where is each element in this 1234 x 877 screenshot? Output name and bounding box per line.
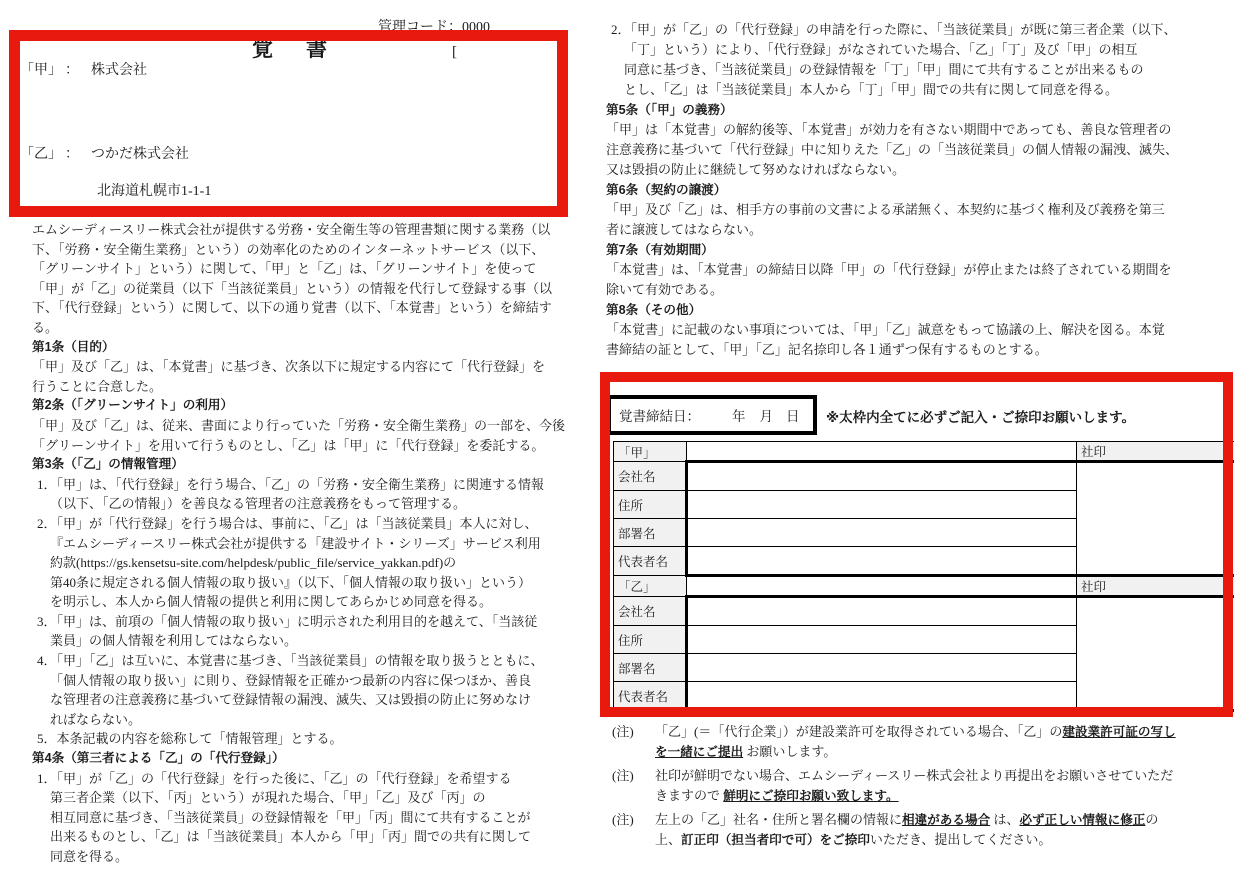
text-line: 同意に基づき、「当該従業員」の登録情報を「丁」「甲」間にて共有することが出来るもの bbox=[624, 62, 1144, 77]
field-label: 部署名 bbox=[614, 654, 687, 682]
footnote-segment: の bbox=[1145, 812, 1159, 827]
text-line: 相互同意に基づき、「当該従業員」の登録情報を「甲」「丙」間にて共有することが bbox=[50, 809, 531, 825]
party-b-label: 「乙」 bbox=[20, 147, 55, 162]
footnote-marker: (注) bbox=[612, 768, 634, 783]
footnote-segment: 鮮明にご捺印お願い致します。 bbox=[723, 789, 899, 803]
text-line: 「甲」が「乙」の従業員（以下「当該従業員」という）の情報を代行して登録する事（以 bbox=[32, 280, 553, 296]
text-line: 「本覚書」は、「本覚書」の締結日以降「甲」の「代行登録」が停止または終了されている期間を bbox=[606, 262, 1172, 277]
text-line: 『エムシーディースリー株式会社が提供する「建設サイト・シリーズ」サービス利用 bbox=[50, 535, 541, 551]
text-line: 業員」の個人情報を利用してはならない。 bbox=[50, 633, 298, 649]
footnote bbox=[612, 810, 1232, 850]
party-name-field bbox=[687, 442, 1077, 462]
article-heading: 第6条（契約の譲渡） bbox=[606, 183, 727, 197]
party-b-address: 北海道札幌市1-1-1 bbox=[97, 184, 212, 199]
party-name-field bbox=[687, 576, 1077, 597]
text-line: を明示し、本人から個人情報の提供と利用に関してあらかじめ同意を得る。 bbox=[50, 594, 493, 610]
party-header-label: 「甲」 bbox=[614, 442, 687, 462]
seal-area-cell bbox=[1077, 462, 1234, 576]
management-code: 管理コード：0000 bbox=[378, 20, 490, 35]
text-line: 下、「労務・安全衛生業務」という）の効率化のためのインターネットサービス（以下、 bbox=[32, 241, 545, 257]
footnote-line bbox=[655, 830, 1158, 850]
field-label: 代表者名 bbox=[614, 547, 687, 576]
footnote-segment: を一緒にご提出 bbox=[655, 745, 744, 759]
field-label: 住所 bbox=[614, 626, 687, 654]
fill-instruction-note: ※太枠内全てに必ずご記入・ご捺印お願いします。 bbox=[826, 410, 1136, 425]
year-unit-label: 年 bbox=[732, 409, 746, 424]
text-line: 行うことに合意した。 bbox=[32, 378, 163, 394]
text-line: 者に譲渡してはならない。 bbox=[606, 222, 763, 237]
left-text-column bbox=[32, 220, 594, 867]
footnote-marker: (注) bbox=[612, 724, 634, 739]
footnote-line bbox=[655, 722, 1176, 742]
footnote-segment: お願いします。 bbox=[743, 744, 837, 759]
article-heading: 第3条（「乙」の情報管理） bbox=[32, 457, 184, 472]
text-line: 出来るものとし、「乙」は「当該従業員」本人から「甲」「丙」間での共有に関して bbox=[50, 829, 532, 845]
article-heading: 第1条（目的） bbox=[32, 339, 115, 354]
right-text-column bbox=[606, 20, 1232, 360]
field-label: 会社名 bbox=[614, 462, 687, 491]
text-line: 「グリーンサイト」という）に関して、「甲」と「乙」は、「グリーンサイト」を使って bbox=[32, 261, 537, 277]
text-line: 「甲」及び「乙」は、相手方の事前の文書による承諾無く、本契約に基づく権利及び義務を第三 bbox=[606, 202, 1165, 217]
text-line: 書締結の証として、「甲」「乙」記名捺印し各１通ずつ保有するものとする。 bbox=[606, 342, 1048, 357]
text-line: 5．本条記載の内容を総称して「情報管理」とする。 bbox=[37, 731, 343, 747]
text-line: 3．「甲」は、前項の「個人情報の取り扱い」に明示された利用目的を越えて、「当該従 bbox=[37, 613, 538, 629]
field-input-cell bbox=[687, 597, 1077, 626]
footnote-line bbox=[655, 742, 1176, 762]
text-line: 「個人情報の取り扱い」に則り、登録情報を正確かつ最新の内容に保つほか、善良 bbox=[50, 672, 532, 688]
party-a-colon: ： bbox=[65, 63, 79, 78]
party-b-row bbox=[20, 143, 189, 163]
article-heading: 第8条（その他） bbox=[606, 303, 702, 317]
agreement-date-label: 覚書締結日： bbox=[619, 409, 700, 424]
footnote-line bbox=[655, 786, 1173, 806]
party-header-label: 「乙」 bbox=[614, 576, 687, 597]
bracket-mark: [ bbox=[452, 44, 457, 60]
text-line: 4．「甲」「乙」は互いに、本覚書に基づき、「当該従業員」の情報を取り扱うとともに、 bbox=[37, 653, 544, 669]
text-line: 「グリーンサイト」を用いて行うものとし、「乙」は「甲」に「代行登録」を委託する。 bbox=[32, 437, 545, 453]
footnote-segment: 上、 bbox=[655, 832, 682, 847]
text-line: 「丁」という）により、「代行登録」がなされていた場合、「乙」「丁」及び「甲」の相互 bbox=[624, 42, 1138, 57]
text-line: 注意義務に基づいて「代行登録」中に知りえた「乙」の「当該従業員」の個人情報の漏洩、滅失、 bbox=[606, 142, 1179, 157]
footnote-segment: 相違がある場合 bbox=[902, 813, 991, 827]
field-input-cell bbox=[687, 547, 1077, 576]
field-input-cell bbox=[687, 626, 1077, 654]
footnotes bbox=[612, 722, 1232, 854]
seal-area-cell bbox=[1077, 597, 1234, 711]
text-line: （以下、「乙の情報」）を善良なる管理者の注意義務をもって管理する。 bbox=[50, 496, 467, 512]
footnote-line bbox=[655, 810, 1158, 830]
footnote-segment: 社印が鮮明でない場合、エムシーディースリー株式会社より再提出をお願いさせていただ bbox=[655, 768, 1174, 783]
field-input-cell bbox=[687, 654, 1077, 682]
text-line: 「甲」は「本覚書」の解約後等、「本覚書」が効力を有さない期間中であっても、善良な管理者の bbox=[606, 122, 1172, 137]
text-line: 同意を得る。 bbox=[50, 849, 129, 864]
footnote bbox=[612, 766, 1232, 806]
text-line: 下、「代行登録」という）に関して、以下の通り覚書（以下、「本覚書」という）を締結す bbox=[32, 300, 552, 316]
field-input-cell bbox=[687, 682, 1077, 711]
month-unit-label: 月 bbox=[759, 409, 773, 424]
party-a-label: 「甲」 bbox=[20, 63, 55, 78]
text-line: 2．「甲」が「代行登録」を行う場合は、事前に、「乙」は「当該従業員」本人に対し、 bbox=[37, 515, 538, 531]
text-line: 第40条に規定される個人情報の取り扱い』（以下、「個人情報の取り扱い」という） bbox=[50, 574, 532, 590]
field-input-cell bbox=[687, 462, 1077, 491]
footnote-marker: (注) bbox=[612, 812, 634, 827]
party-b-colon: ： bbox=[65, 147, 79, 162]
text-line: とし、「乙」は「当該従業員」本人から「丁」「甲」間での共有に関して同意を得る。 bbox=[624, 82, 1119, 97]
text-line: 「本覚書」に記載のない事項については、「甲」「乙」誠意をもって協議の上、解決を図る。本覚 bbox=[606, 322, 1165, 337]
article-heading: 第5条（「甲」の義務） bbox=[606, 103, 733, 117]
seal-label: 社印 bbox=[1077, 576, 1234, 597]
field-label: 代表者名 bbox=[614, 682, 687, 711]
article-heading: 第2条（「グリーンサイト」の利用） bbox=[32, 398, 234, 413]
footnote-segment: 「乙」(＝「代行企業」）が建設業許可を取得されている場合、「乙」の bbox=[655, 724, 1063, 739]
footnote-segment: きますので bbox=[655, 788, 724, 803]
article-heading: 第4条（第三者による「乙」の「代行登録」） bbox=[32, 751, 285, 766]
field-label: 住所 bbox=[614, 491, 687, 519]
footnote-body bbox=[655, 722, 1176, 762]
text-line: 除いて有効である。 bbox=[606, 282, 724, 297]
agreement-date-box bbox=[607, 395, 817, 435]
footnote-line bbox=[655, 766, 1173, 786]
text-line: な管理者の注意義務に基づいて登録情報の漏洩、滅失、又は毀損の防止に努めなけ bbox=[50, 692, 532, 708]
footnote-body bbox=[655, 810, 1158, 850]
text-line: る。 bbox=[32, 319, 59, 335]
text-line: 「甲」及び「乙」は、「本覚書」に基づき、次条以下に規定する内容にて「代行登録」を bbox=[32, 359, 545, 375]
footnote-segment: 左上の「乙」社名・住所と署名欄の情報に bbox=[655, 812, 903, 827]
footnote-segment: いただき、提出してください。 bbox=[869, 832, 1052, 847]
text-line: 1．「甲」は、「代行登録」を行う場合、「乙」の「労務・安全衛生業務」に関連する情報 bbox=[37, 476, 545, 492]
footnote-segment: 訂正印（担当者印で可）をご捺印 bbox=[681, 833, 870, 847]
footnote-segment: は、 bbox=[990, 812, 1020, 827]
party-b-value: つかだ株式会社 bbox=[91, 147, 189, 162]
field-label: 会社名 bbox=[614, 597, 687, 626]
footnote-body bbox=[655, 766, 1173, 806]
field-input-cell bbox=[687, 491, 1077, 519]
text-line: エムシーディースリー株式会社が提供する労務・安全衛生等の管理書類に関する業務（以 bbox=[32, 222, 551, 237]
field-input-cell bbox=[687, 519, 1077, 547]
text-line: 又は毀損の防止に継続して努めなければならない。 bbox=[606, 162, 906, 177]
party-a-value: 株式会社 bbox=[91, 63, 147, 78]
article-heading: 第7条（有効期間） bbox=[606, 243, 714, 257]
signature-table bbox=[613, 441, 1234, 712]
field-label: 部署名 bbox=[614, 519, 687, 547]
text-line: 2．「甲」が「乙」の「代行登録」の申請を行った際に、「当該従業員」が既に第三者企業（以下、 bbox=[611, 22, 1177, 37]
text-line: ればならない。 bbox=[50, 711, 142, 727]
text-line: 1．「甲」が「乙」の「代行登録」を行った後に、「乙」の「代行登録」を希望する bbox=[37, 770, 512, 786]
document-title: 覚 書 bbox=[252, 38, 333, 61]
text-line: 第三者企業（以下、「丙」という）が現れた場合、「甲」「乙」及び「丙」の bbox=[50, 790, 486, 806]
text-line: 約款(https://gs.kensetsu-site.com/helpdesk/public_file/service_yakkan.pdf)の bbox=[50, 555, 457, 571]
footnote-segment: 必ず正しい情報に修正 bbox=[1019, 813, 1146, 827]
footnote-segment: 建設業許可証の写し bbox=[1062, 725, 1176, 739]
seal-label: 社印 bbox=[1077, 442, 1234, 462]
text-line: 「甲」及び「乙」は、従来、書面により行っていた「労務・安全衛生業務」の一部を、今後 bbox=[32, 417, 566, 433]
day-unit-label: 日 bbox=[786, 409, 800, 424]
party-a-row bbox=[20, 59, 147, 79]
footnote bbox=[612, 722, 1232, 762]
